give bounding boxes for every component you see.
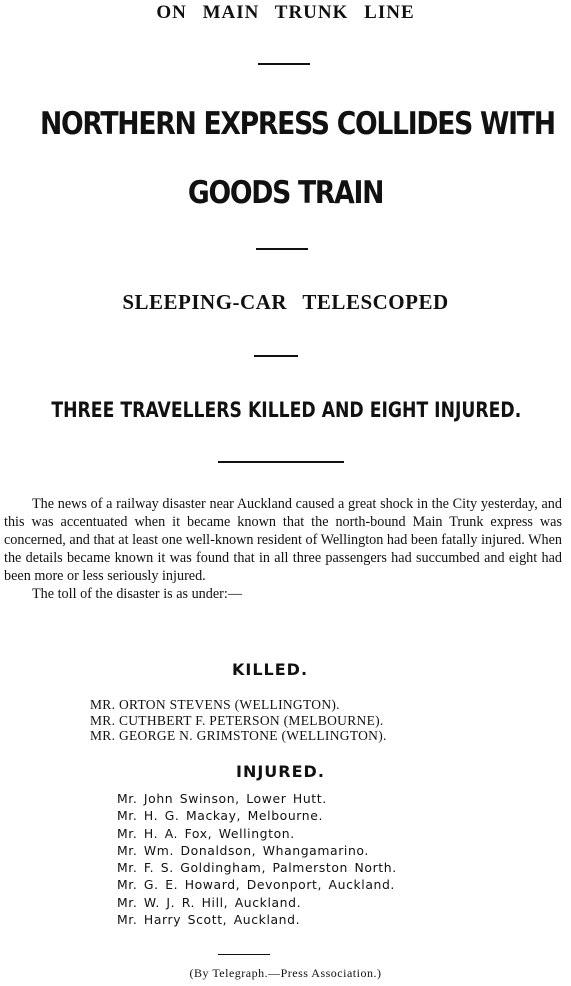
toll-paragraph: The toll of the disaster is as under:—: [32, 586, 243, 602]
killed-list: [90, 697, 387, 744]
article-body: [4, 495, 562, 603]
injured-entry: Mr. G. E. Howard, Devonport, Auckland.: [117, 877, 395, 893]
injured-entry: Mr. W. J. R. Hill, Auckland.: [117, 894, 302, 910]
injured-heading: INJURED.: [236, 762, 325, 781]
injured-list: [117, 790, 397, 928]
killed-entry: MR. GEORGE N. GRIMSTONE (WELLINGTON).: [90, 728, 387, 743]
injured-entry: Mr. H. G. Mackay, Melbourne.: [117, 808, 323, 824]
killed-entry: MR. CUTHBERT F. PETERSON (MELBOURNE).: [90, 712, 384, 728]
divider-rule: [218, 461, 344, 463]
killed-entry: MR. ORTON STEVENS (WELLINGTON).: [90, 697, 340, 712]
injured-entry: Mr. Harry Scott, Auckland.: [117, 912, 301, 928]
killed-heading: KILLED.: [232, 660, 309, 679]
kicker-heading: ON MAIN TRUNK LINE: [156, 2, 415, 23]
divider-rule: [258, 63, 310, 65]
headline-line-2: GOODS TRAIN: [187, 175, 384, 211]
credit-line: (By Telegraph.—Press Association.): [189, 966, 382, 980]
divider-rule: [254, 355, 298, 357]
subheading: SLEEPING-CAR TELESCOPED: [122, 290, 449, 314]
divider-rule: [218, 954, 270, 955]
injured-entry: Mr. F. S. Goldingham, Palmerston North.: [117, 860, 397, 876]
injured-entry: Mr. Wm. Donaldson, Whangamarino.: [117, 842, 369, 858]
deck-heading: THREE TRAVELLERS KILLED AND EIGHT INJURED.: [51, 398, 522, 422]
injured-entry: Mr. H. A. Fox, Wellington.: [117, 825, 295, 841]
lead-paragraph: The news of a railway disaster near Auckland caused a great shock in the City yesterday, and this was accentuated when it became known that the north-bound Main Trunk express was concerned, and that at least one well-known resident of Wellington had been fatally injured. When the details became known it was found that in all three passengers had succumbed and eight had been more or less seriously injured.: [4, 496, 562, 584]
injured-entry: Mr. John Swinson, Lower Hutt.: [117, 791, 327, 806]
divider-rule: [256, 248, 308, 250]
headline-line-1: NORTHERN EXPRESS COLLIDES WITH: [39, 106, 555, 142]
